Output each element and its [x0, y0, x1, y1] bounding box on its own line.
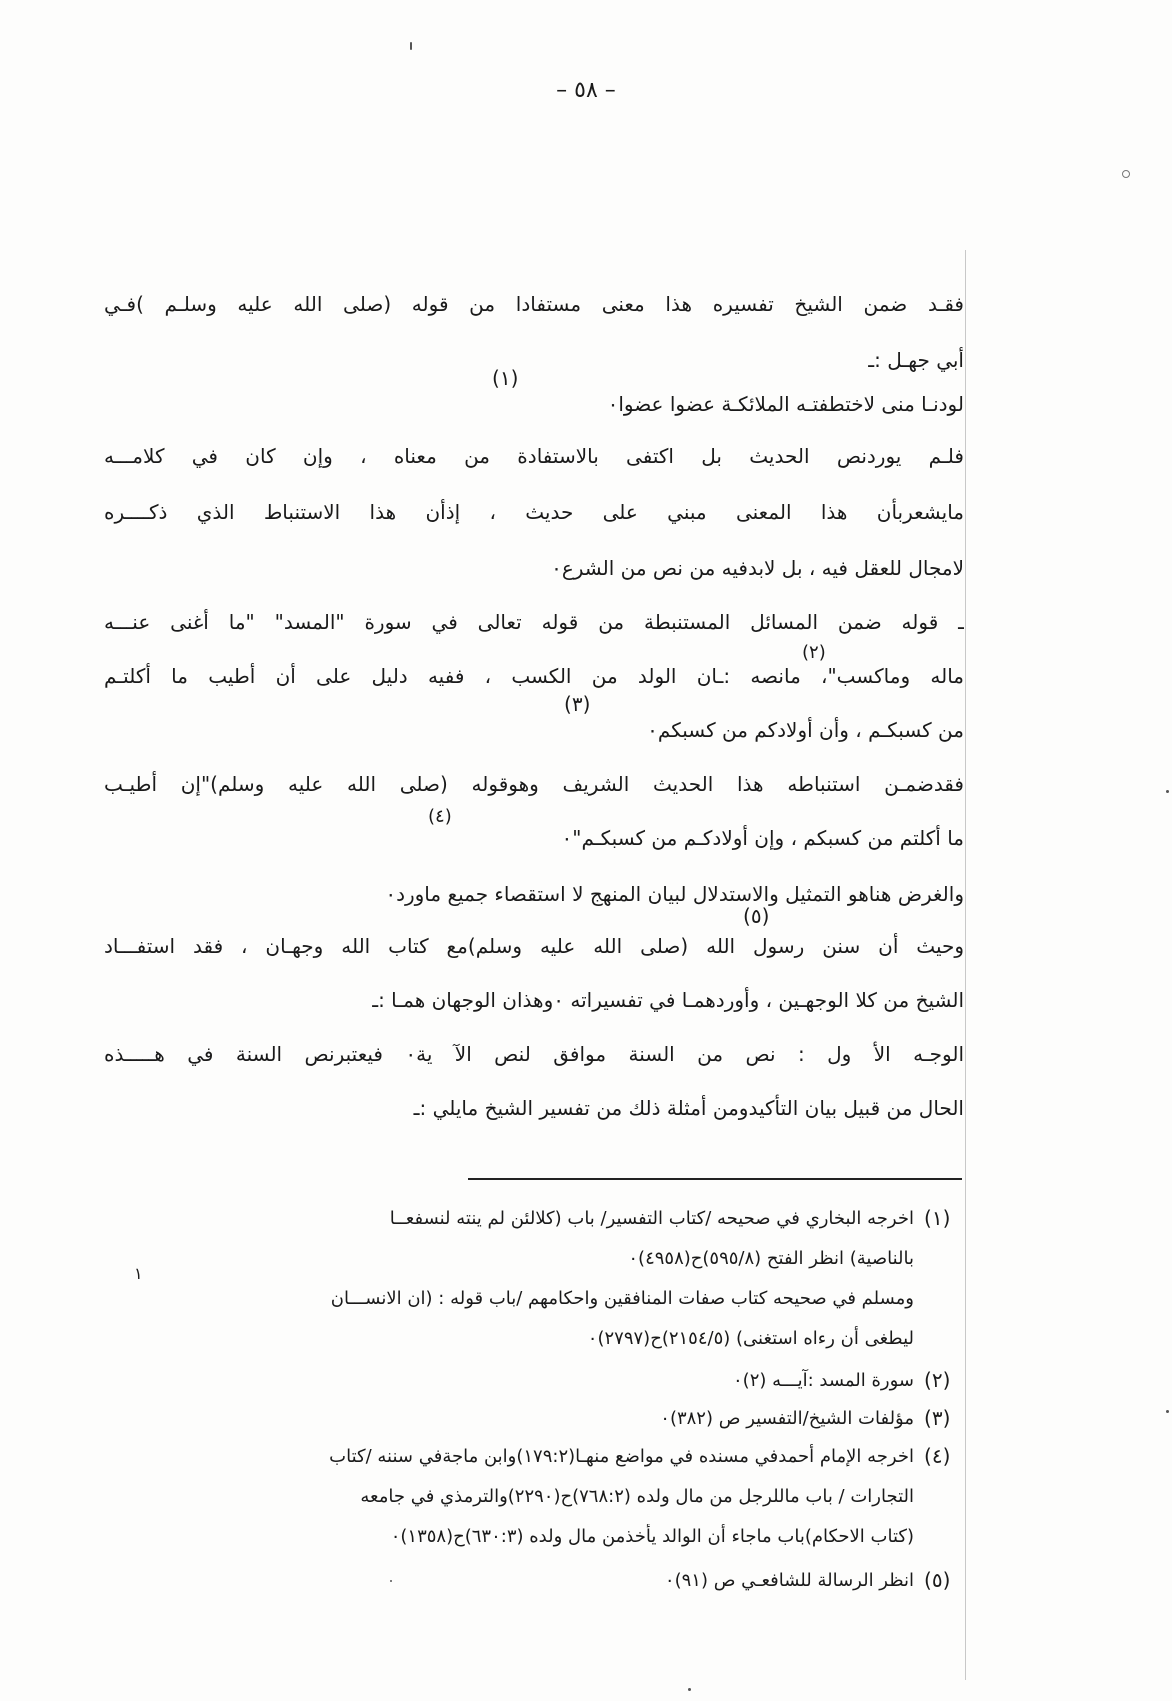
body-line: ـ قوله ضمن المسائل المستنبطة من قوله تعالى في سورة "المسد" "ما أغنى عنـــه: [104, 610, 964, 634]
footnote-number: (٣): [924, 1406, 951, 1430]
body-line: مايشعربأن هذا المعنى مبني على حديث ، إذأن هذا الاستنباط الذي ذكــــره: [104, 500, 964, 524]
footnote-line: سورة المسد :آيـــه (٢)٠: [732, 1370, 914, 1391]
footnote-ref: (٣): [564, 692, 591, 716]
footnote-ref: (١): [492, 366, 519, 390]
footnote-ref: (٤): [428, 806, 452, 827]
footnote-line: اخرجه الإمام أحمدفي مسنده في مواضع منهـا(١٧٩:٢)وابن ماجةفي سننه /كتاب: [329, 1446, 914, 1467]
footnote-line: بالناصية) انظر الفتح (٥٩٥/٨)ح(٤٩٥٨)٠: [628, 1248, 914, 1269]
footnote-line: اخرجه البخاري في صحيحه /كتاب التفسير/ باب (كلالئن لم ينته لنسفعــا: [389, 1208, 914, 1229]
footnote-line: انظر الرسالة للشافعـي ص (٩١)٠: [664, 1570, 914, 1591]
body-line: ما أكلتم من كسبكم ، وإن أولادكـم من كسبكـم"٠: [561, 826, 964, 850]
footnote-number: (٥): [924, 1568, 951, 1592]
body-line: والغرض هناهو التمثيل والاستدلال لبيان المنهج لا استقصاء جميع ماورد٠: [385, 882, 964, 906]
footnote-ref: (٥): [743, 904, 770, 928]
body-line: لودنـا منى لاختطفتـه الملائكـة عضوا عضوا٠: [607, 392, 964, 416]
footnote-line: مؤلفات الشيخ/التفسير ص (٣٨٢)٠: [660, 1408, 914, 1429]
footnote-line: ومسلم في صحيحه كتاب صفات المنافقين واحكامهم /باب قوله : (ان الانســـان: [330, 1288, 914, 1309]
footnote-line: ليطغى أن رءاه استغنى) (٢١٥٤/٥)ح(٢٧٩٧)٠: [587, 1328, 914, 1349]
margin-rule: [965, 250, 966, 1680]
scan-speck: [688, 1688, 691, 1691]
body-line: الشيخ من كلا الوجهـين ، وأوردهمـا في تفسيراته ٠وهذان الوجهان همـا :ـ: [372, 988, 964, 1012]
scan-speck: [1122, 170, 1130, 178]
footnote-mark: ١: [134, 1264, 143, 1283]
scan-speck: [1166, 1410, 1169, 1413]
body-line: وحيث أن سنن رسول الله (صلى الله عليه وسلم)مع كتاب الله وجهـان ، فقد استفـــاد: [104, 934, 964, 958]
footnote-line: (كتاب الاحكام)باب ماجاء أن الوالد يأخذمن مال ولده (٦٣٠:٣)ح(١٣٥٨)٠: [390, 1526, 914, 1547]
page-number: – ٥٨ –: [556, 78, 616, 103]
body-line: الحال من قبيل بيان التأكيدومن أمثلة ذلك من تفسير الشيخ مايلي :ـ: [413, 1096, 964, 1120]
footnote-separator: [468, 1178, 962, 1180]
body-line: أبي جهـل :ـ: [868, 348, 964, 372]
footnote-number: (٤): [924, 1444, 951, 1468]
scan-speck: [390, 1580, 392, 1582]
footnote-number: (٢): [924, 1368, 951, 1392]
scan-speck: [410, 42, 412, 50]
body-line: الوجـه الأ ول : نص من السنة موافق لنص الآ ية٠ فيعتبرنص السنة في هـــــذه: [104, 1042, 964, 1066]
body-line: من كسبكـم ، وأن أولادكم من كسبكم٠: [647, 718, 964, 742]
body-line: لامجال للعقل فيه ، بل لابدفيه من نص من الشرع٠: [551, 556, 964, 580]
footnote-number: (١): [924, 1206, 951, 1230]
footnote-ref: (٢): [802, 642, 826, 663]
scan-speck: [1166, 790, 1169, 793]
body-line: ماله وماكسب"، مانصه :ـان الولد من الكسب ، ففيه دليل على أن أطيب ما أكلتـم: [104, 664, 964, 688]
body-line: فلـم يوردنص الحديث بل اكتفى بالاستفادة من معناه ، وإن كان في كلامـــه: [104, 444, 964, 468]
body-line: فقدضمـن استنباطه هذا الحديث الشريف وهوقوله (صلى الله عليه وسلم)"إن أطيـب: [104, 772, 964, 796]
footnote-line: التجارات / باب ماللرجل من مال ولده (٧٦٨:٢)ح(٢٢٩٠)والترمذي في جامعه: [360, 1486, 914, 1507]
body-line: فقـد ضمن الشيخ تفسيره هذا معنى مستفادا من قوله (صلى الله عليه وسلـم )فـي: [104, 292, 964, 316]
